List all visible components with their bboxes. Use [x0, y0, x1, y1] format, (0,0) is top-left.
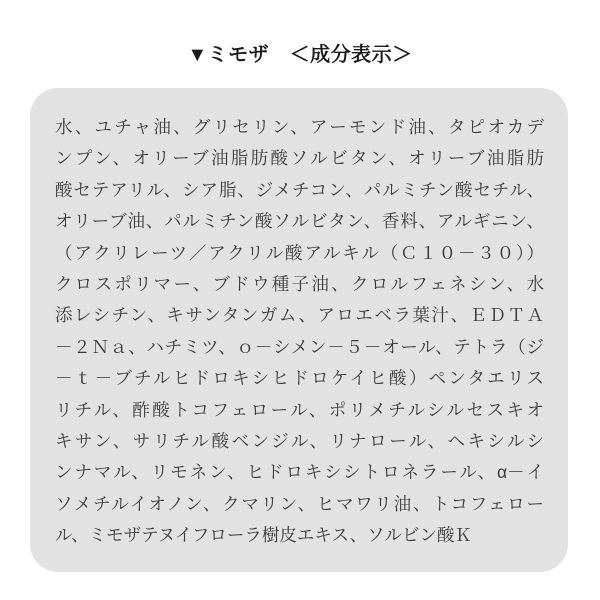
ingredient-line: －ｔ－ブチルヒドロキシヒドロケイヒ酸）ペンタエリス: [55, 368, 544, 389]
ingredient-line: キサン、サリチル酸ベンジル、リナロール、ヘキシルシ: [55, 431, 544, 452]
ingredient-line: ンナマル、リモネン、ヒドロキシシトロネラール、α－イ: [55, 462, 544, 483]
ingredient-line: ル、ミモザテヌイフローラ樹皮エキス、ソルビン酸Ｋ: [55, 525, 473, 546]
page-title: ▼ミモザ ＜成分表示＞: [187, 44, 413, 66]
ingredients-box: [30, 88, 568, 572]
ingredient-line: クロスポリマー、ブドウ種子油、クロルフェネシン、水: [55, 274, 544, 295]
ingredient-line: オリーブ油、パルミチン酸ソルビタン、香料、アルギニン、: [55, 211, 544, 232]
ingredient-line: 水、ユチャ油、グリセリン、アーモンド油、タピオカデ: [55, 117, 544, 137]
ingredient-line: ソメチルイオノン、クマリン、ヒマワリ油、トコフェロー: [55, 493, 544, 514]
ingredient-line: ンプン、オリーブ油脂肪酸ソルビタン、オリーブ油脂肪: [55, 148, 544, 169]
ingredient-line: －２Ｎａ、ハチミツ、ｏ－シメン－５－オール、テトラ（ジ: [55, 336, 544, 357]
ingredient-line: 添レシチン、キサンタンガム、アロエベラ葉汁、ＥＤＴＡ: [55, 305, 544, 326]
ingredient-line: （アクリレーツ／アクリル酸アルキル（Ｃ１０－３０））: [55, 242, 544, 263]
ingredient-line: リチル、酢酸トコフェロール、ポリメチルシルセスキオ: [55, 399, 544, 420]
ingredient-line: 酸セテアリル、シア脂、ジメチコン、パルミチン酸セチル、: [55, 179, 544, 200]
